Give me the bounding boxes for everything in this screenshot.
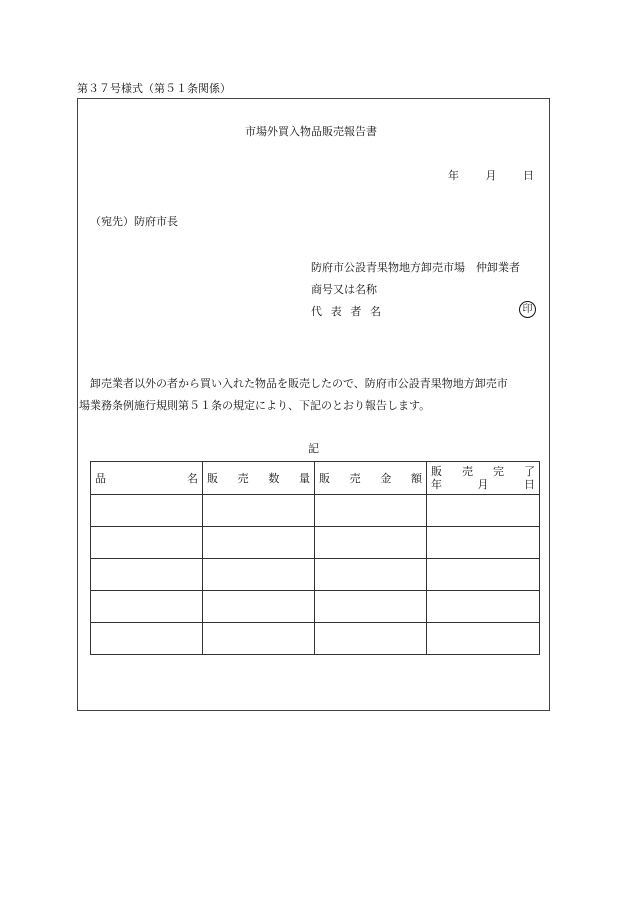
header-date-char: 年 bbox=[431, 478, 442, 491]
report-table bbox=[90, 461, 540, 655]
header-qty-char: 数 bbox=[268, 472, 280, 485]
table-row bbox=[91, 591, 540, 623]
addressee: （宛先）防府市長 bbox=[90, 215, 178, 228]
header-qty-char: 量 bbox=[298, 472, 310, 485]
table-row bbox=[91, 495, 540, 527]
header-complete-char: 販 bbox=[431, 465, 442, 478]
header-qty-char: 売 bbox=[237, 472, 249, 485]
table-cell[interactable] bbox=[91, 495, 203, 527]
header-sales-completion-date bbox=[427, 462, 540, 495]
table-cell[interactable] bbox=[203, 495, 315, 527]
header-amount-char: 額 bbox=[410, 472, 422, 485]
header-complete-char: 了 bbox=[524, 465, 535, 478]
table-row bbox=[91, 623, 540, 655]
table-cell[interactable] bbox=[203, 559, 315, 591]
table-header-row bbox=[91, 462, 540, 495]
representative-label bbox=[311, 303, 381, 319]
table-row bbox=[91, 559, 540, 591]
header-sales-quantity bbox=[203, 462, 315, 495]
header-amount-char: 金 bbox=[380, 472, 392, 485]
header-item-name-char: 名 bbox=[187, 472, 198, 485]
header-complete-char: 完 bbox=[493, 465, 504, 478]
form-number: 第３７号様式（第５１条関係） bbox=[77, 82, 231, 95]
table-cell[interactable] bbox=[427, 527, 540, 559]
table-cell[interactable] bbox=[427, 591, 540, 623]
date-month: 月 bbox=[485, 169, 497, 182]
rep-char-1: 代 bbox=[311, 305, 322, 318]
company-line: 防府市公設青果物地方卸売市場 仲卸業者 bbox=[311, 261, 520, 274]
rep-char-2: 表 bbox=[330, 305, 342, 318]
rep-char-3: 者 bbox=[350, 305, 362, 318]
table-cell[interactable] bbox=[203, 623, 315, 655]
date-day: 日 bbox=[523, 169, 534, 182]
table-cell[interactable] bbox=[91, 623, 203, 655]
table-cell[interactable] bbox=[91, 527, 203, 559]
table-cell[interactable] bbox=[427, 623, 540, 655]
table-cell[interactable] bbox=[315, 527, 427, 559]
table-cell[interactable] bbox=[315, 591, 427, 623]
body-text-line-1: 卸売業者以外の者から買い入れた物品を販売したので、防府市公設青果物地方卸売市 bbox=[90, 377, 508, 390]
record-heading: 記 bbox=[308, 442, 319, 455]
date-year: 年 bbox=[448, 169, 459, 182]
form-title: 市場外買入物品販売報告書 bbox=[245, 125, 377, 138]
trade-name-label: 商号又は名称 bbox=[311, 283, 377, 296]
header-qty-char: 販 bbox=[207, 472, 218, 485]
table-cell[interactable] bbox=[203, 527, 315, 559]
table-cell[interactable] bbox=[91, 559, 203, 591]
table-cell[interactable] bbox=[315, 495, 427, 527]
body-text-line-2: 場業務条例施行規則第５１条の規定により、下記のとおり報告します。 bbox=[79, 399, 431, 412]
header-item-name-char: 品 bbox=[95, 472, 106, 485]
header-date-char: 日 bbox=[524, 478, 535, 491]
table-cell[interactable] bbox=[203, 591, 315, 623]
seal-mark bbox=[519, 301, 536, 318]
date-line bbox=[448, 167, 534, 183]
seal-icon: 印 bbox=[519, 301, 536, 318]
header-sales-amount bbox=[315, 462, 427, 495]
table-cell[interactable] bbox=[315, 559, 427, 591]
table-row bbox=[91, 527, 540, 559]
rep-char-4: 名 bbox=[369, 305, 381, 318]
table-cell[interactable] bbox=[427, 559, 540, 591]
table-cell[interactable] bbox=[315, 623, 427, 655]
header-complete-char: 売 bbox=[462, 465, 473, 478]
table-cell[interactable] bbox=[91, 591, 203, 623]
header-amount-char: 売 bbox=[349, 472, 361, 485]
header-amount-char: 販 bbox=[319, 472, 330, 485]
header-item-name bbox=[91, 462, 203, 495]
table-cell[interactable] bbox=[427, 495, 540, 527]
header-date-char: 月 bbox=[477, 478, 489, 491]
